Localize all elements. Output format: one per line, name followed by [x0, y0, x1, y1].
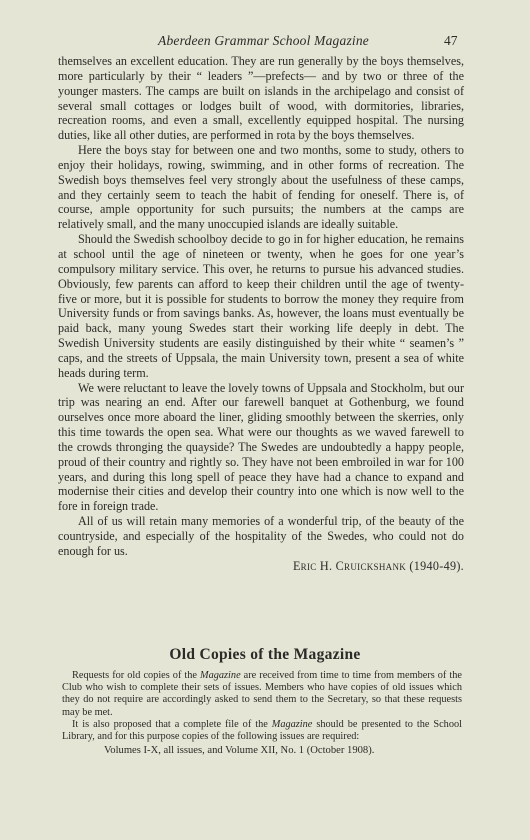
article-paragraph: All of us will retain many memories of a wonderful trip, of the beauty of the countryside, and especially of the hospitality of the Swedes, who could not do enough for us. — [58, 514, 464, 558]
author-signature — [58, 559, 464, 574]
notice-paragraph — [62, 719, 462, 743]
notice-text: are received from time to time from members of the Club who wish to complete their sets of issues. Members who have copies of old issues which they do not require are accordingly asked to send them to the Secretary, so that these requests may be met. — [62, 670, 462, 718]
notice-text: Requests for old copies of the — [72, 670, 201, 681]
notice-body — [62, 670, 462, 757]
magazine-title: Aberdeen Grammar School Magazine — [158, 33, 369, 48]
author-name: Eric H. Cruickshank — [292, 558, 407, 573]
notice-text: It is also proposed that a complete file of the — [72, 718, 272, 730]
required-volumes: Volumes I-X, all issues, and Volume XII, No. 1 (October 1908). — [104, 745, 375, 757]
section-heading: Old Copies of the Magazine — [169, 646, 361, 663]
article-paragraph: Here the boys stay for between one and two months, some to study, others to enjoy their holidays, rowing, swimming, and in other forms of recreation. The Swedish boys themselves feel very strongly about the usefulness of these camps, and they certainly seem to teach the habit of fending for oneself. There is, of course, ample opportunity for such pursuits; the numbers at the camps are relatively small, and the many unoccupied islands are ideally suitable. — [58, 143, 464, 232]
notice-text: should be presented to the School Library, and for this purpose copies of the following issues are required: — [62, 718, 462, 743]
notice-paragraph — [62, 670, 462, 719]
author-years: (1940-49). — [409, 558, 464, 573]
page-number: 47 — [444, 33, 458, 48]
magazine-italic: Magazine — [271, 718, 313, 730]
magazine-italic: Magazine — [200, 670, 241, 681]
running-header — [0, 33, 530, 51]
article-paragraph: themselves an excellent education. They are run generally by the boys themselves, more particularly by their “ leaders ”—prefects— and by two or three of the younger masters. The camps are built on islands in the archipelago and consist of several small cottages or lodges built of wood, with dormitories, libraries, recreation rooms, and even a small, excellently equipped hospital. The nursing duties, like all other duties, are performed in rota by the boys themselves. — [58, 54, 464, 143]
article-paragraph: We were reluctant to leave the lovely towns of Uppsala and Stockholm, but our trip was nearing an end. After our farewell banquet at Gothenburg, we found ourselves once more aboard the liner, gliding smoothly between the skerries, only this time towards the open sea. What were our thoughts as we waved farewell to the crowds thronging the quayside? The Swedes are undoubtedly a happy people, proud of their country and rightly so. They have not been embroiled in war for 100 years, and during this long spell of peace they have had a chance to expand and modernise their cities and develop their country into one which is now well to the fore in foreign trade. — [58, 380, 464, 514]
article-paragraph: Should the Swedish schoolboy decide to go in for higher education, he remains at school until the age of nineteen or twenty, when he goes for one year’s compulsory military service. This over, he returns to pursue his advanced studies. Obviously, few parents can afford to keep their children until the age of twenty-five or more, but it is possible for students to borrow the money they require from University funds or from savings banks. As, however, the loans must eventually be paid back, many young Swedes start their working life deeply in debt. The Swedish University students are easily distinguished by their white “ seamen’s ” caps, and the streets of Uppsala, the main University town, present a sea of white heads during term. — [58, 232, 464, 380]
article-body — [58, 54, 464, 574]
